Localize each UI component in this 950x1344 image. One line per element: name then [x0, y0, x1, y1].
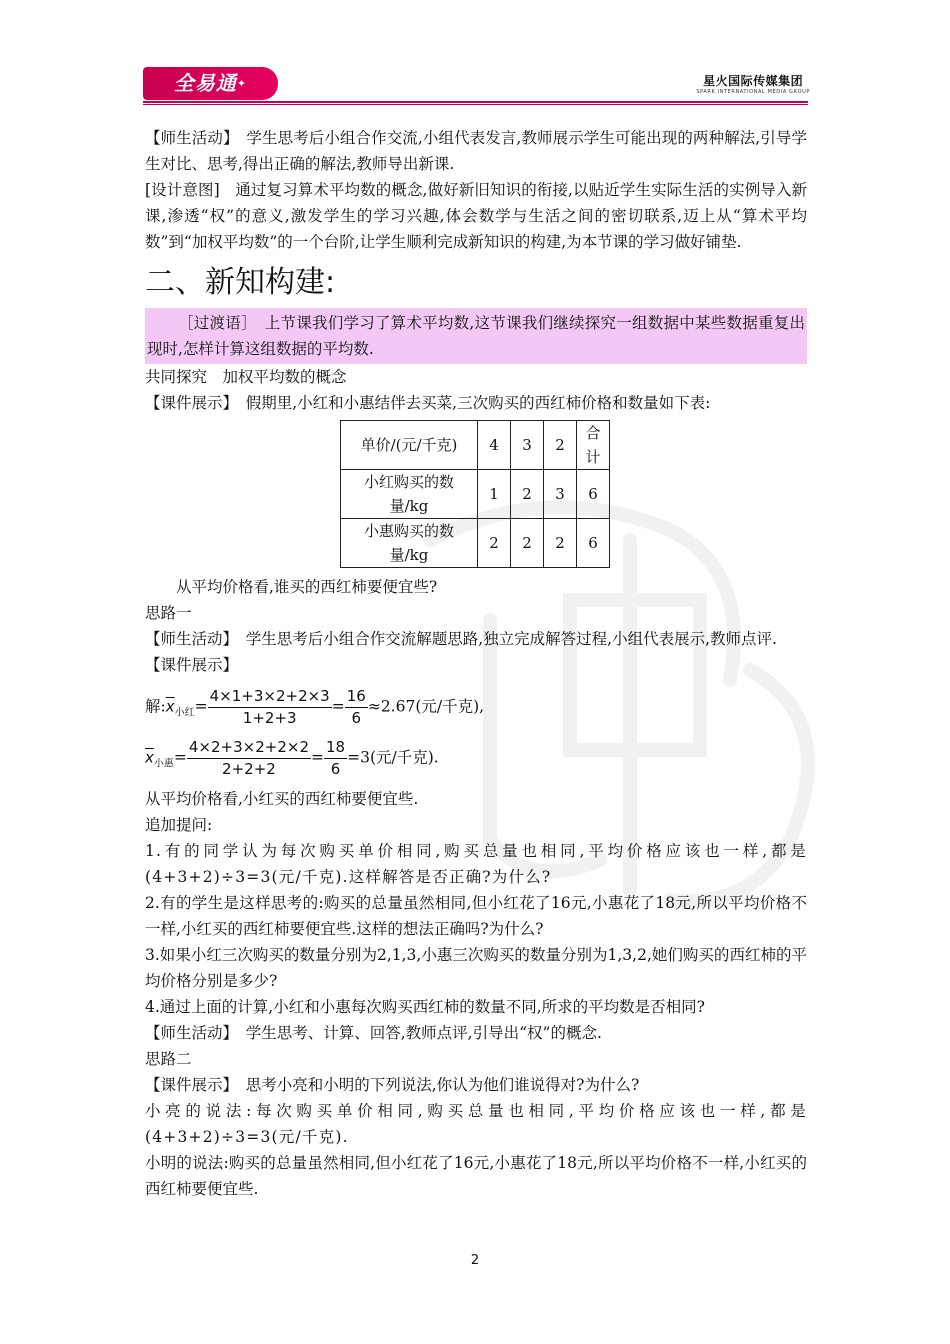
- brand-name: 星火国际传媒集团: [703, 74, 804, 88]
- table-row: [341, 519, 610, 568]
- denominator: 1+2+3: [242, 709, 297, 727]
- section-title: 二、新知构建:: [145, 265, 336, 300]
- followup-title: 追加提问:: [145, 816, 213, 834]
- mean-symbol: $\overline{x}$: [165, 697, 175, 716]
- formula-xiaohui: $\overline{x}_{小惠}=$ $\frac{4\times 2+3\times 2+2\times 2}{2+2+2}$ = $\frac{18}{6}$ =3(元/千克).: [145, 738, 439, 778]
- denominator: 6: [351, 709, 362, 727]
- header-rule-thin: [143, 104, 808, 105]
- mean-symbol: $\overline{x}$: [145, 748, 154, 767]
- logo: [143, 67, 278, 100]
- teacher-activity-3: 【师生活动】 学生思考、计算、回答,教师点评,引导出“权”的概念.: [145, 1024, 602, 1042]
- denominator: 2+2+2: [222, 760, 276, 778]
- denominator: 6: [330, 760, 341, 778]
- header-rule: [143, 101, 808, 103]
- table-header-row: [341, 421, 610, 470]
- followup-item: 2.有的学生是这样思考的:购买的总量虽然相同,但小红花了16元,小惠花了18元,所以平均价格不一样,小红买的西红柿要便宜些.这样的想法正确吗?为什么?: [145, 894, 807, 938]
- table-cell: 合计: [577, 421, 610, 470]
- design-intent: [设计意图] 通过复习算术平均数的概念,做好新旧知识的衔接,以贴近学生实际生活的实例导入新课,渗透“权”的意义,激发学生的学习兴趣,体会数学与生活之间的密切联系,迈上从“算术平均数”到“加权平均数”的一个台阶,让学生顺利完成新知识的构建,为本节课的学习做好铺垫.: [145, 181, 807, 251]
- xiaoliang-statement: 小亮的说法:每次购买单价相同,购买总量也相同,平均价格应该也一样,都是(4+3+2)÷3=3(元/千克).: [145, 1102, 807, 1146]
- table-cell: 4: [478, 421, 511, 470]
- result: ≈2.67(元/千克),: [367, 697, 485, 716]
- xiaoming-statement: 小明的说法:购买的总量虽然相同,但小红花了16元,小惠花了18元,所以平均价格不一样,小红买的西红柿要便宜些.: [145, 1154, 807, 1198]
- table-row: [341, 470, 610, 519]
- question: 从平均价格看,谁买的西红柿要便宜些?: [176, 578, 438, 596]
- mean-subscript: 小惠: [153, 758, 174, 770]
- fraction: [345, 686, 368, 729]
- followup-item: 4.通过上面的计算,小红和小惠每次购买西红柿的数量不同,所求的平均数是否相同?: [145, 998, 705, 1016]
- price-table: [340, 420, 610, 568]
- table-cell: 小惠购买的数量/kg: [341, 519, 478, 568]
- fraction: [324, 737, 347, 780]
- conclusion: 从平均价格看,小红买的西红柿要便宜些.: [145, 790, 419, 808]
- table-cell: 2: [544, 519, 577, 568]
- table-cell: 2: [544, 421, 577, 470]
- teacher-activity-1: 【师生活动】 学生思考后小组合作交流,小组代表发言,教师展示学生可能出现的两种解法,引导学生对比、思考,得出正确的解法,教师导出新课.: [145, 129, 807, 173]
- solution-prefix: 解:: [145, 697, 166, 716]
- table-cell: 小红购买的数量/kg: [341, 470, 478, 519]
- numerator: 18: [324, 737, 347, 759]
- brand-english: SPARK INTERNATIONAL MEDIA GROUP: [696, 89, 810, 95]
- fraction: [187, 737, 311, 780]
- idea-2-title: 思路二: [145, 1050, 192, 1068]
- table-cell: 1: [478, 470, 511, 519]
- numerator: 4×1+3×2+2×3: [208, 686, 332, 708]
- table-cell: 单价/(元/千克): [341, 421, 478, 470]
- idea-1-title: 思路一: [145, 604, 192, 622]
- fraction: [208, 686, 332, 729]
- page-number: 2: [470, 1253, 480, 1268]
- document-body: [145, 125, 807, 1202]
- teacher-activity-2: 【师生活动】 学生思考后小组合作交流解题思路,独立完成解答过程,小组代表展示,教师点评.: [145, 630, 777, 648]
- courseware-2: 【课件展示】: [145, 656, 239, 674]
- courseware-1: 【课件展示】 假期里,小红和小惠结伴去买菜,三次购买的西红柿价格和数量如下表:: [145, 394, 711, 412]
- followup-item: 3.如果小红三次购买的数量分别为2,1,3,小惠三次购买的数量分别为1,3,2,她们购买的西红柿的平均价格分别是多少?: [145, 946, 807, 990]
- table-cell: 2: [511, 519, 544, 568]
- logo-text: 全易通: [173, 71, 237, 95]
- formula-xiaohong: 解$:\overline{x}_{小红}=$ $\frac{4\times 1+3\times 2+2\times 3}{1+2+3}$ = $\frac{16}{6}$ ≈2.67(元/千克),: [145, 687, 485, 727]
- table-cell: 3: [511, 421, 544, 470]
- mean-subscript: 小红: [174, 707, 195, 719]
- numerator: 4×2+3×2+2×2: [187, 737, 311, 759]
- logo-star-icon: ✦: [236, 77, 248, 90]
- courseware-3: 【课件展示】 思考小亮和小明的下列说法,你认为他们谁说得对?为什么?: [145, 1076, 640, 1094]
- table-cell: 2: [511, 470, 544, 519]
- table-cell: 6: [577, 470, 610, 519]
- explore-title: 共同探究 加权平均数的概念: [145, 368, 347, 386]
- table-cell: 3: [544, 470, 577, 519]
- followup-item: 1.有的同学认为每次购买单价相同,购买总量也相同,平均价格应该也一样,都是(4+3+2)÷3=3(元/千克).这样解答是否正确?为什么?: [145, 842, 807, 886]
- brand: [696, 72, 810, 95]
- numerator: 16: [345, 686, 368, 708]
- table-cell: 2: [478, 519, 511, 568]
- result: =3(元/千克).: [347, 748, 439, 767]
- transition-note: ［过渡语］ 上节课我们学习了算术平均数,这节课我们继续探究一组数据中某些数据重复出现时,怎样计算这组数据的平均数.: [145, 308, 807, 364]
- table-cell: 6: [577, 519, 610, 568]
